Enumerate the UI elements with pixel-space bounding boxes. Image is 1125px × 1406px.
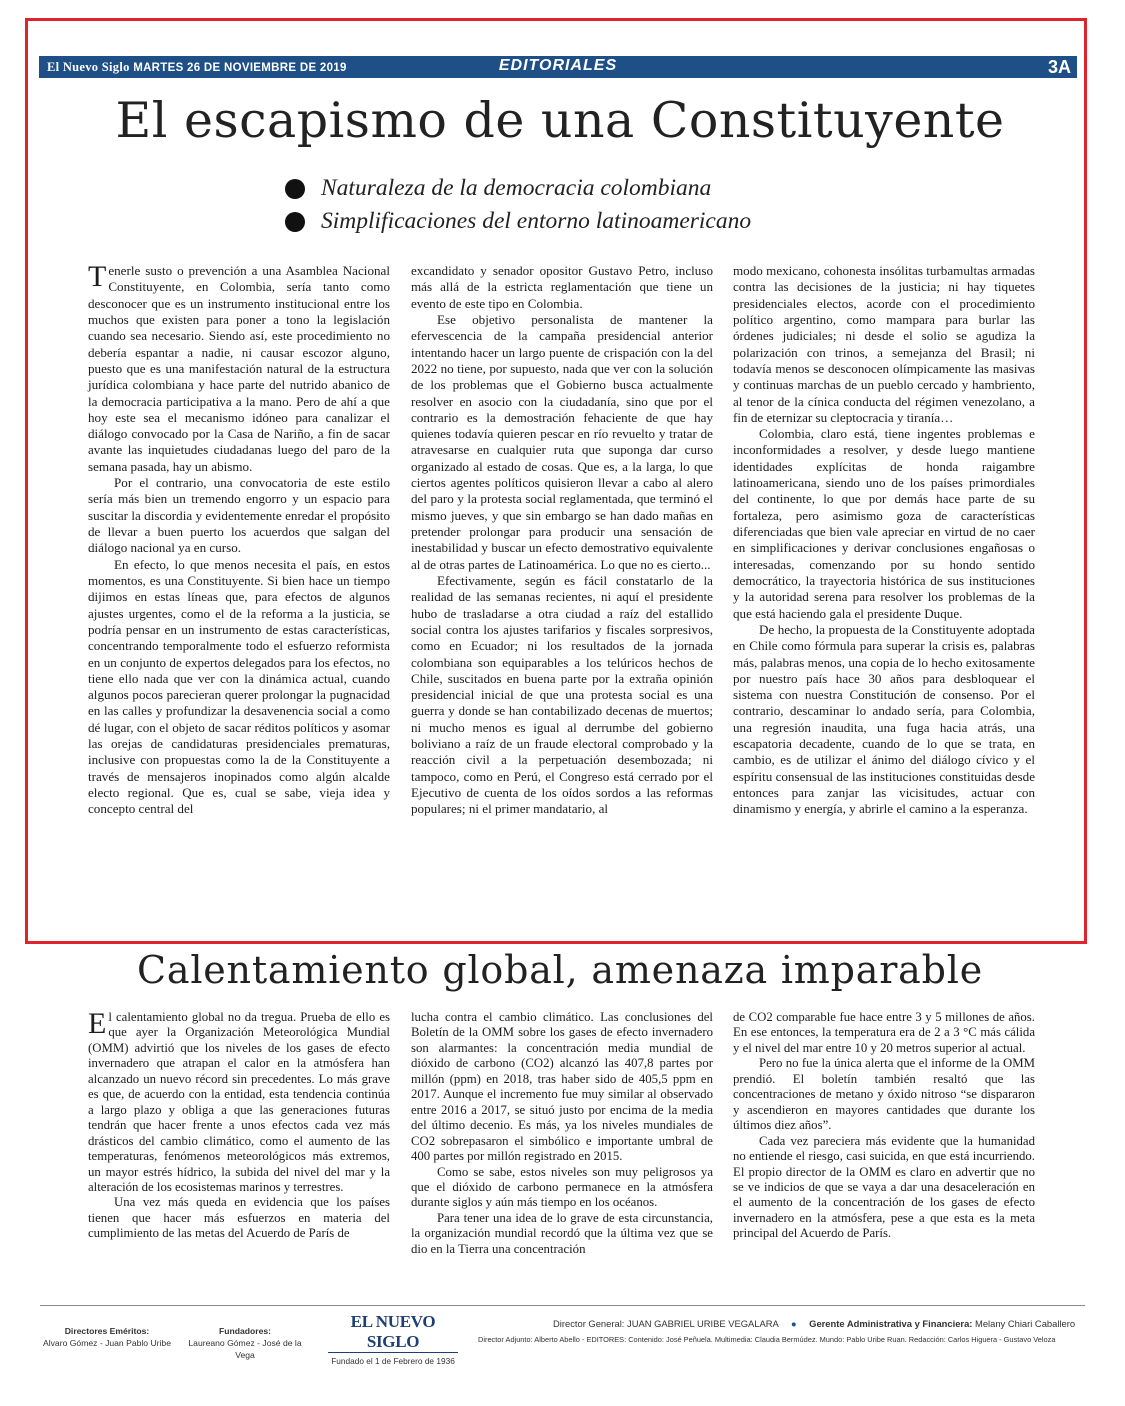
paragraph: Colombia, claro está, tiene ingentes problemas e inconformidades a resolver, y desde luego mantiene identidades explícitas de honda raigambre latinoamericana, siendo uno de los países primordiales del continente, lo que por demás hace parte de su fortaleza, pero asimismo goza de características diferenciadas que bien vale apreciar en virtud de no caer en simplificaciones y derivar conclusiones engañosas o interesadas, comenzando por su hondo sentido democrático, la trayectoria histórica de sus instituciones y la autoridad serena para resolver los problemas de la que está haciendo gala el presidente Duque. (733, 426, 1035, 621)
paragraph: Efectivamente, según es fácil constatarlo de la realidad de las semanas recientes, ni aquí el presidente hubo de trasladarse a otra ciudad a raíz del estallido social contra los ajustes tarifarios y fiscales sorpresivos, como en Ecuador; ni los resultados de la jornada colombiana son equiparables a los telúricos hechos de Chile, suscitados en buena parte por la extraña opinión presidencial inicial de que una protesta social es una guerra y donde se han contabilizado decenas de muertos; ni mucho menos es igual al derrumbe del gobierno boliviano a raíz de un fraude electoral comprobado y la reacción civil a la perpetuación desembozada; ni tampoco, como en Perú, el Congreso está cerrado por el Ejecutivo de cuenta de los oídos sordos a las reformas populares; ni el primer mandatario, al (411, 572, 713, 817)
paragraph: Ese objetivo personalista de mantener la efervescencia de la campaña presidencial anterior intentando hacer un largo puente de crispación con la del 2022 no tiene, por supuesto, nada que ver con la solución de los problemas que el Gobierno busca actualmente resolver en asocio con la ciudadanía, sino que por el contrario es la demostración fehaciente de que hay quienes todavía quieren pescar en río revuelto y tratar de atravesarse en cualquier ruta que suponga dar curso organizado al estado de cosas. Que es, a la larga, lo que ciertos agentes políticos quisieron llevar a cabo al alero del paro y la protesta social reglamentada, que terminó el mismo jueves, y que sin embargo se han dado mañas en pretender prolongar para producir una sensación de inestabilidad y buscar un efecto demostrativo equivalente al de otras partes de Latinoamérica. Lo que no es cierto... (411, 311, 713, 572)
bullet-dot-icon (285, 179, 305, 199)
section-name: EDITORIALES (498, 57, 618, 74)
director-label: Director General: (553, 1318, 625, 1329)
paragraph: Por el contrario, una convocatoria de este estilo sería más bien un tremendo engorro y un espacio para suscitar la discordia y evidentemente enredar el propósito de llevar a buen puerto los acuerdos que salgan del diálogo nacional ya en curso. (88, 475, 390, 556)
header-paper-name: El Nuevo Siglo (47, 60, 130, 74)
masthead-founded: Fundado el 1 de Febrero de 1936 (331, 1356, 455, 1366)
bullet-dot-icon (285, 212, 305, 232)
paragraph (88, 1007, 390, 1195)
paragraph (88, 260, 390, 475)
paragraph: Para tener una idea de lo grave de esta circunstancia, la organización mundial recordó que la última vez que se dio en la Tierra una concentración (411, 1210, 713, 1256)
paragraph-text: l calentamiento global no da tregua. Prueba de ello es que ayer la Organización Meteorológica Mundial (OMM) advirtió que los niveles de los gases de efecto invernadero que atrapan el calor en la atmósfera han alcanzado un nuevo récord sin precedentes. Lo más grave es que, de acuerdo con la entidad, esta tendencia continúa a largo plazo y obliga a que las generaciones futuras tendrán que hacer frente a unos efectos cada vez más drásticos del cambio climático, como el aumento de las temperaturas, fenómenos meteorológicos más extremos, un mayor estrés hídrico, la subida del nivel del mar y la alteración de los ecosistemas marinos y terrestres. (88, 1010, 390, 1194)
editorial2-title: Calentamiento global, amenaza imparable (136, 948, 983, 992)
editorial1-bullets (285, 172, 751, 238)
manager-label: Gerente Administrativa y Financiera: (809, 1318, 973, 1329)
paragraph: de CO2 comparable fue hace entre 3 y 5 millones de años. En ese entonces, la temperatura era de 2 a 3 °C más cálida y el nivel del mar entre 10 y 20 metros superior al actual. (733, 1010, 1035, 1055)
manager-name: Melany Chiari Caballero (975, 1318, 1076, 1329)
masthead (328, 1312, 458, 1366)
footer-staff-line-1 (553, 1318, 1075, 1329)
footer-emeritus-names: Alvaro Gómez - Juan Pablo Uribe (42, 1338, 171, 1348)
bullet-item (285, 172, 751, 205)
paragraph: De hecho, la propuesta de la Constituyente adoptada en Chile como fórmula para superar la crisis es, palabras más, palabras menos, una copia de lo hecho exitosamente por nuestro país hace 30 años para desbloquear el sistema con nuestra Constitución de consenso. Por el contrario, descaminar lo andado sería, para Colombia, una regresión inaudita, una fuga hacia atrás, una escapatoria decadente, cuando de lo que se trata, en cambio, es de utilizar el ánimo del diálogo cívico y el espíritu consensual de las instituciones constituidas desde entonces para zanjar las vicisitudes, actuar con dinamismo y energía, y abrirle el camino a la esperanza. (733, 621, 1035, 817)
page-header-band (39, 56, 1077, 78)
dropcap: T (88, 260, 107, 293)
paragraph: Pero no fue la única alerta que el informe de la OMM prendió. El boletín también resaltó que las concentraciones de metano y óxido nitroso “se dispararon y ascendieron en mayores cantidades que durante los últimos diez años”. (733, 1056, 1035, 1133)
paragraph: En efecto, lo que menos necesita el país, en estos momentos, es una Constituyente. Si bien hace un tiempo dijimos en estas líneas que, para efectos de algunos ajustes urgentes, como el de la reforma a la justicia, se podría pensar en un instrumento de estas características, concentrando temporalmente todo el esfuerzo reformista en un conjunto de expertos delegados para los efectos, no tiene ello nada que ver con la dinámica actual, cuando algunos pocos parecieran querer prolongar la pugnacidad en las calles y profundizar la desavenencia social a como dé lugar, con el objeto de sacar réditos políticos y asomar las orejas de candidaturas presidenciales prematuras, inclusive con propuestas como la de la Constituyente a través de mensajeros inopinados como algún alcalde electo regional. Que es, cual se sabe, vieja idea y concepto central del (88, 556, 390, 817)
footer-emeritus-label: Directores Eméritos: (64, 1326, 150, 1336)
paragraph: Cada vez pareciera más evidente que la humanidad no entiende el riesgo, casi suicida, en que está incurriendo. El propio director de la OMM es claro en advertir que no se ve indicios de que se vaya a dar una desaceleración en el aumento de la concentración de los gases de efecto invernadero en la atmósfera, pese a que esta es la meta principal del Acuerdo de París. (733, 1133, 1035, 1241)
paragraph: excandidato y senador opositor Gustavo Petro, incluso más allá de la estricta reglamentación que tiene un evento de este tipo en Colombia. (411, 263, 713, 311)
header-date: MARTES 26 DE NOVIEMBRE DE 2019 (133, 62, 347, 74)
director-name: JUAN GABRIEL URIBE VEGALARA (627, 1318, 779, 1329)
editorial2-column-1 (88, 1007, 390, 1242)
bullet-item (285, 205, 751, 238)
bullet-text: Simplificaciones del entorno latinoamericano (321, 208, 752, 234)
paragraph-text: enerle susto o prevención a una Asamblea Nacional Constituyente, en Colombia, sería tanto como desconocer que es un instrumento institucional entre los muchos que existen para poner a tono la legislación cuando sea necesario. Siendo así, este procedimiento no debería espantar a nadie, ni causar escozor alguno, puesto que es una manifestación natural de la estructura jurídica colombiana y hace parte del nutrido abanico de la democracia participativa a la mano. Pero de ahí a que hoy este sea el mecanismo idóneo para canalizar el diálogo convocado por la Casa de Nariño, a fin de sacar avante las inquietudes ciudadanas luego del paro de la semana pasada, hay un abismo. (88, 263, 390, 474)
page-number: 3A (1047, 57, 1071, 77)
paragraph: lucha contra el cambio climático. Las conclusiones del Boletín de la OMM sobre los gases de efecto invernadero son alarmantes: la concentración media mundial de dióxido de carbono (CO2) alcanzó las 407,8 partes por millón (ppm) en 2018, tras haber sido de 405,5 ppm en 2017. Aunque el incremento fue muy similar al observado entre 2016 a 2017, se situó justo por encima de la media del último decenio. Es más, ya los niveles mundiales de CO2 sobrepasaron el simbólico e importante umbral de 400 partes por millón registrado en 2015. (411, 1010, 713, 1164)
footer-staff-line-2: Director Adjunto: Alberto Abello - EDITORES: Contenido: José Peñuela. Multimedia: Claudia Bermúdez. Mundo: Pablo Uribe Ruan. Redacción: Carlos Higuera - Gustavo Veloza (478, 1335, 1056, 1344)
separator-dot-icon: ● (790, 1318, 797, 1329)
editorial1-column-2 (411, 263, 713, 818)
masthead-logo: EL NUEVO SIGLO (328, 1312, 458, 1353)
dropcap: E (88, 1007, 107, 1040)
footer-founders (180, 1325, 310, 1361)
footer-founders-names: Laureano Gómez - José de la Vega (188, 1338, 302, 1360)
editorial1-title: El escapismo de una Constituyente (115, 92, 1005, 149)
editorial1-column-3 (733, 263, 1035, 818)
paragraph: Como se sabe, estos niveles son muy peligrosos ya que el dióxido de carbono permanece en la atmósfera durante siglos y aún más tiempo en los océanos. (411, 1164, 713, 1210)
editorial2-column-3 (733, 1010, 1035, 1242)
paragraph: Una vez más queda en evidencia que los países tienen que hacer más esfuerzos en materia del cumplimiento de las metas del Acuerdo de París de (88, 1195, 390, 1241)
footer-emeritus (42, 1325, 172, 1349)
bullet-text: Naturaleza de la democracia colombiana (321, 175, 712, 201)
footer-founders-label: Fundadores: (218, 1326, 272, 1336)
footer-divider (40, 1305, 1085, 1306)
editorial1-column-1 (88, 260, 390, 818)
editorial2-column-2 (411, 1010, 713, 1257)
paragraph: modo mexicano, cohonesta insólitas turbamultas armadas contra las decisiones de la justicia; ni hay tiquetes presidenciales electos, acorde con el procedimiento político argentino, como mampara para burlar las órdenes judiciales; ni desde el solio se agudiza la polarización con trinos, a semejanza del Brasil; ni todavía menos se desconocen olímpicamente las masivas y continuas marchas de un pueblo cercado y hambriento, al tenor de la cínica conducta del régimen venezolano, a fin de eternizar su cleptocracia y tiranía… (733, 263, 1035, 425)
